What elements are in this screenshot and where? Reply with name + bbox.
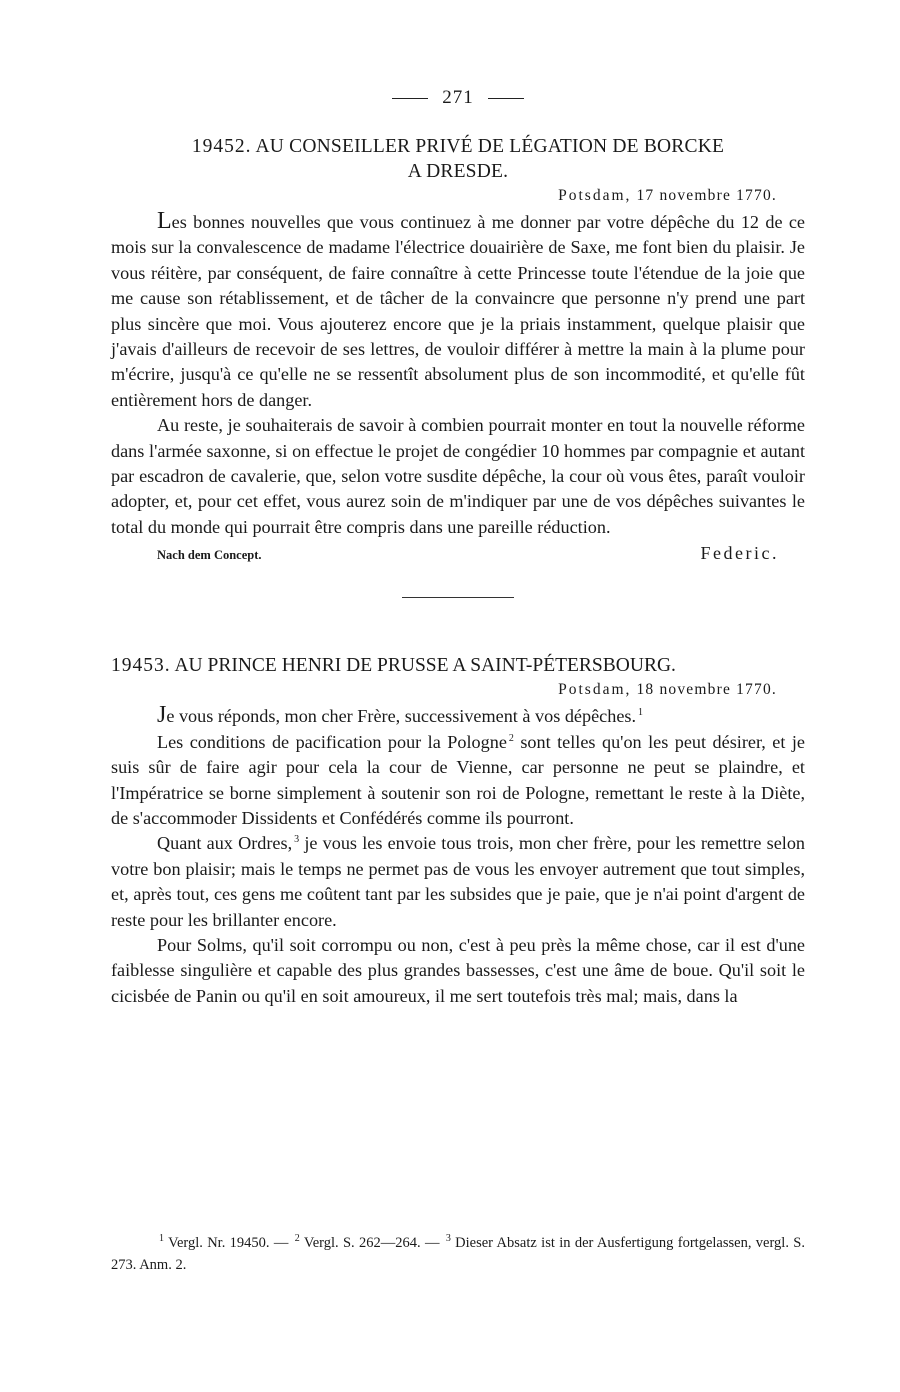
date-place: Potsdam, <box>558 681 632 699</box>
page-number-line <box>111 82 805 114</box>
footnote-marker: 2 <box>508 732 514 744</box>
left-dash <box>392 98 428 99</box>
paragraph <box>111 730 805 832</box>
letter-19453 <box>111 653 805 1009</box>
paragraph <box>111 210 805 413</box>
letter-19452 <box>111 134 805 564</box>
footnote-marker: 1 <box>638 707 644 719</box>
signature: Federic. <box>700 543 779 564</box>
dateline <box>111 681 777 699</box>
letter-title-line2: A DRESDE. <box>407 161 509 182</box>
footnote-text: Dieser Absatz ist in der Ausfertigung fortgelassen, vergl. S. 273. Anm. 2. <box>111 1235 805 1273</box>
paragraph-text: je vous les envoie tous trois, mon cher frère, pour les remettre selon votre bon plaisir; mais le temps ne permet pas de vous les envoyer autrement que tout simples, et, après tout, ces gens me coûtent tant par les subsides que je paie, que je n'ai point d'argent de reste pour les brillanter encore. <box>111 833 806 930</box>
paragraph: Pour Solms, qu'il soit corrompu ou non, c'est à peu près la même chose, car il est d'une faiblesse singulière et capable des plus grandes bassesses, c'est une âme de boue. Qu'il soit le cicisbée de Panin ou qu'il en soit amoureux, il me sert toutefois très mal; mais, dans la <box>111 934 805 1006</box>
paragraph-text: es bonnes nouvelles que vous continuez à me donner par votre dépêche du 12 de ce mois sur la convalescence de madame l'électrice douairière de Saxe, me font bien du plaisir. Je vous réitère, par conséquent, de faire connaître à cette Princesse toute l'étendue de la joie que me cause son rétablissement, et de tâcher de la convaincre que personne n'y prend une part plus sincère que moi. Vous ajouterez encore que je la priais instamment, quelque plaisir que j'avais d'ailleurs de recevoir de ses lettres, de vouloir différer à mettre la main à la plume pour m'écrire, jusqu'à ce qu'elle ne se ressentît absolument plus de son incommodité, et qu'elle fût entièrement hors de danger. <box>111 212 805 410</box>
page-number: 271 <box>442 87 474 108</box>
footnote-text: Vergl. S. 262—264. — <box>299 1235 444 1251</box>
footnote-marker: 3 <box>294 834 300 846</box>
footnote-text: Vergl. Nr. 19450. — <box>164 1235 293 1251</box>
initial-capital: J <box>157 702 167 729</box>
paragraph-text: Les conditions de pacification pour la Pologne <box>157 731 507 752</box>
dateline <box>111 187 777 205</box>
page-content <box>111 82 805 1009</box>
letter-heading <box>111 653 805 678</box>
letter-number: 19453. <box>111 655 171 677</box>
letter-heading <box>111 134 805 184</box>
paragraph-text: e vous réponds, mon cher Frère, successivement à vos dépêches. <box>166 706 637 727</box>
footnotes <box>111 1232 805 1276</box>
letter-title: AU PRINCE HENRI DE PRUSSE A SAINT-PÉTERSBOURG. <box>174 655 676 677</box>
initial-capital: L <box>157 208 172 234</box>
paragraph-text: sont telles qu'on les peut désirer, et je suis sûr de faire agir pour cela la cour de Vienne, car personne ne peut se plaindre, et l'Impératrice se borne simplement à soutenir son roi de Pologne, remettant le reste à la Diète, de s'accommoder Dissidents et Confédérés comme ils pourront. <box>111 731 805 828</box>
paragraph: Au reste, je souhaiterais de savoir à combien pourrait monter en tout la nouvelle réforme dans l'armée saxonne, si on effectue le projet de congédier 10 hommes par compagnie et autant par escadron de cavalerie, que, selon votre susdite dépêche, la cour où vous êtes, paraît vouloir adopter, et, pour cet effet, vous aurez soin de m'indiquer par une de vos dépêches suivantes le total du monde qui pourrait être compris dans une pareille réduction. <box>111 415 805 537</box>
right-dash <box>488 98 524 99</box>
date-place: Potsdam, <box>558 187 632 204</box>
date-text: 18 novembre 1770. <box>636 681 777 699</box>
footnote-number: 1 <box>159 1233 164 1245</box>
date-text: 17 novembre 1770. <box>636 187 777 204</box>
paragraph-text: Quant aux Ordres, <box>157 833 293 854</box>
paragraph <box>111 831 805 933</box>
paragraph <box>111 704 805 729</box>
footnote-number: 3 <box>445 1233 451 1245</box>
source-note: Nach dem Concept. <box>157 548 262 563</box>
letter-number: 19452. <box>191 136 252 157</box>
spacer <box>111 598 805 653</box>
closing-row <box>111 543 805 564</box>
footnote-number: 2 <box>294 1233 300 1245</box>
letter-title-line1: AU CONSEILLER PRIVÉ DE LÉGATION DE BORCKE <box>255 136 725 157</box>
